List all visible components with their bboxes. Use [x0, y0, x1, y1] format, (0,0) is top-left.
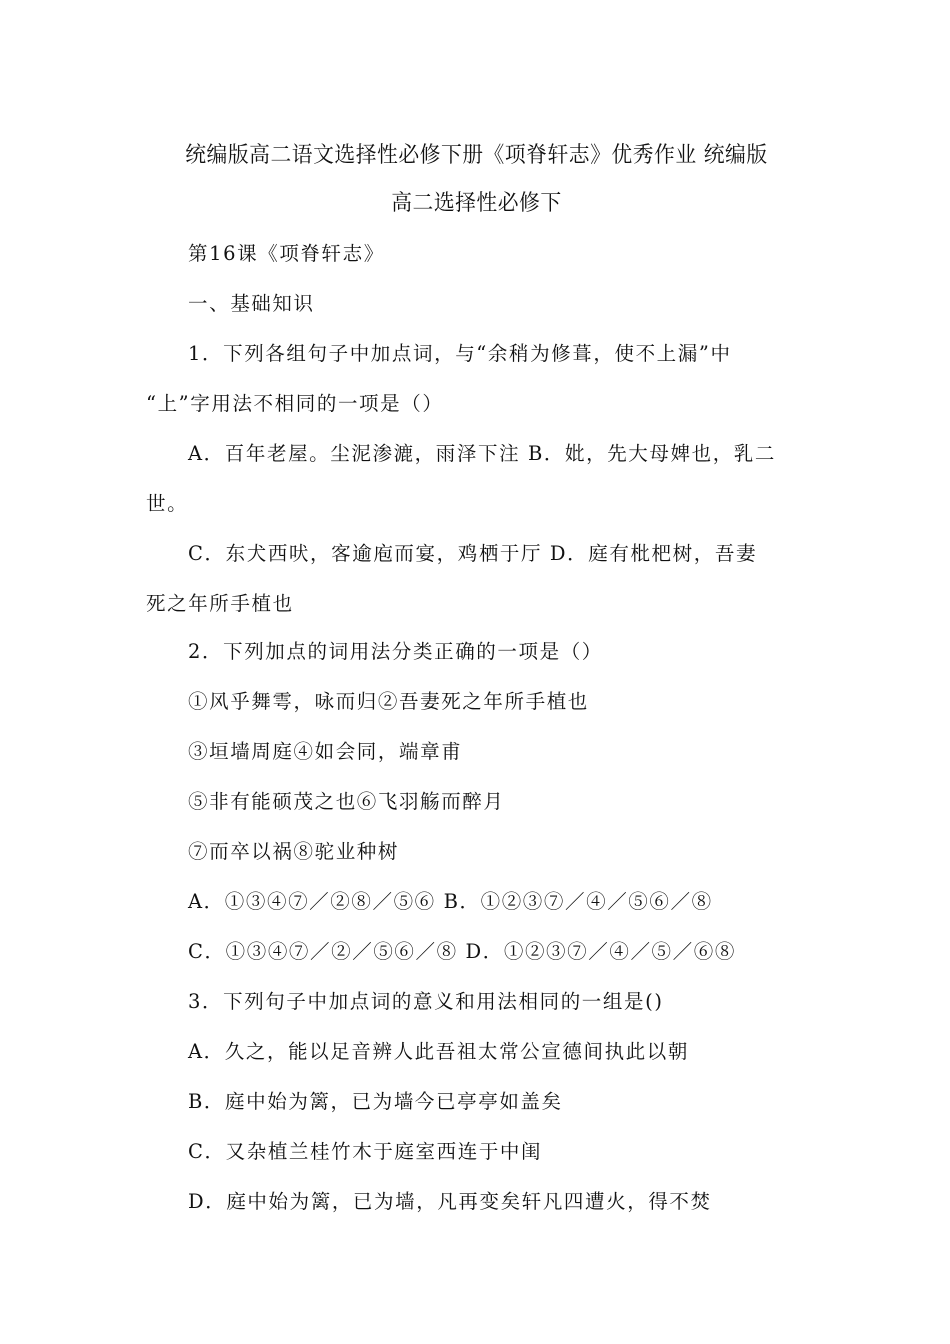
question-3-option-b: B．庭中始为篱，已为墙今已亭亭如盖矣 [188, 1090, 563, 1113]
question-2-item-line-2: ③垣墙周庭④如会同，端章甫 [188, 740, 463, 763]
question-2-item-line-3: ⑤非有能硕茂之也⑥飞羽觞而醉月 [188, 790, 505, 813]
question-2-options-ab: A．①③④⑦／②⑧／⑤⑥ B．①②③⑦／④／⑤⑥／⑧ [188, 890, 713, 913]
question-1-stem-continued: “上”字用法不相同的一项是（） [146, 392, 444, 415]
question-1-stem: 1．下列各组句子中加点词，与“余稍为修葺，使不上漏”中 [188, 342, 732, 365]
lesson-heading: 第16课《项脊轩志》 [188, 242, 385, 265]
question-1-options-ab: A．百年老屋。尘泥渗漉，雨泽下注 B．妣，先大母婢也，乳二 [188, 442, 777, 465]
question-2-stem: 2．下列加点的词用法分类正确的一项是（） [188, 640, 603, 663]
question-2-item-line-1: ①风乎舞雩，咏而归②吾妻死之年所手植也 [188, 690, 589, 713]
section-heading: 一、基础知识 [188, 292, 315, 315]
question-1-options-cd: C．东犬西吠，客逾庖而宴，鸡栖于厅 D．庭有枇杷树，吾妻 [188, 542, 758, 565]
question-2-item-line-4: ⑦而卒以祸⑧驼业种树 [188, 840, 400, 863]
document-title-line-1: 统编版高二语文选择性必修下册《项脊轩志》优秀作业 统编版 [185, 143, 768, 168]
question-3-option-a: A．久之，能以足音辨人此吾祖太常公宣德间执此以朝 [188, 1040, 689, 1063]
document-title-line-2: 高二选择性必修下 [391, 191, 562, 216]
question-3-option-d: D．庭中始为篱，已为墙，凡再变矣轩凡四遭火，得不焚 [188, 1190, 712, 1213]
question-3-stem: 3．下列句子中加点词的意义和用法相同的一组是() [188, 990, 664, 1013]
question-1-options-ab-continued: 世。 [146, 492, 189, 515]
question-3-option-c: C．又杂植兰桂竹木于庭室西连于中闺 [188, 1140, 543, 1163]
question-2-options-cd: C．①③④⑦／②／⑤⑥／⑧ D．①②③⑦／④／⑤／⑥⑧ [188, 940, 736, 963]
question-1-options-cd-continued: 死之年所手植也 [146, 592, 294, 615]
